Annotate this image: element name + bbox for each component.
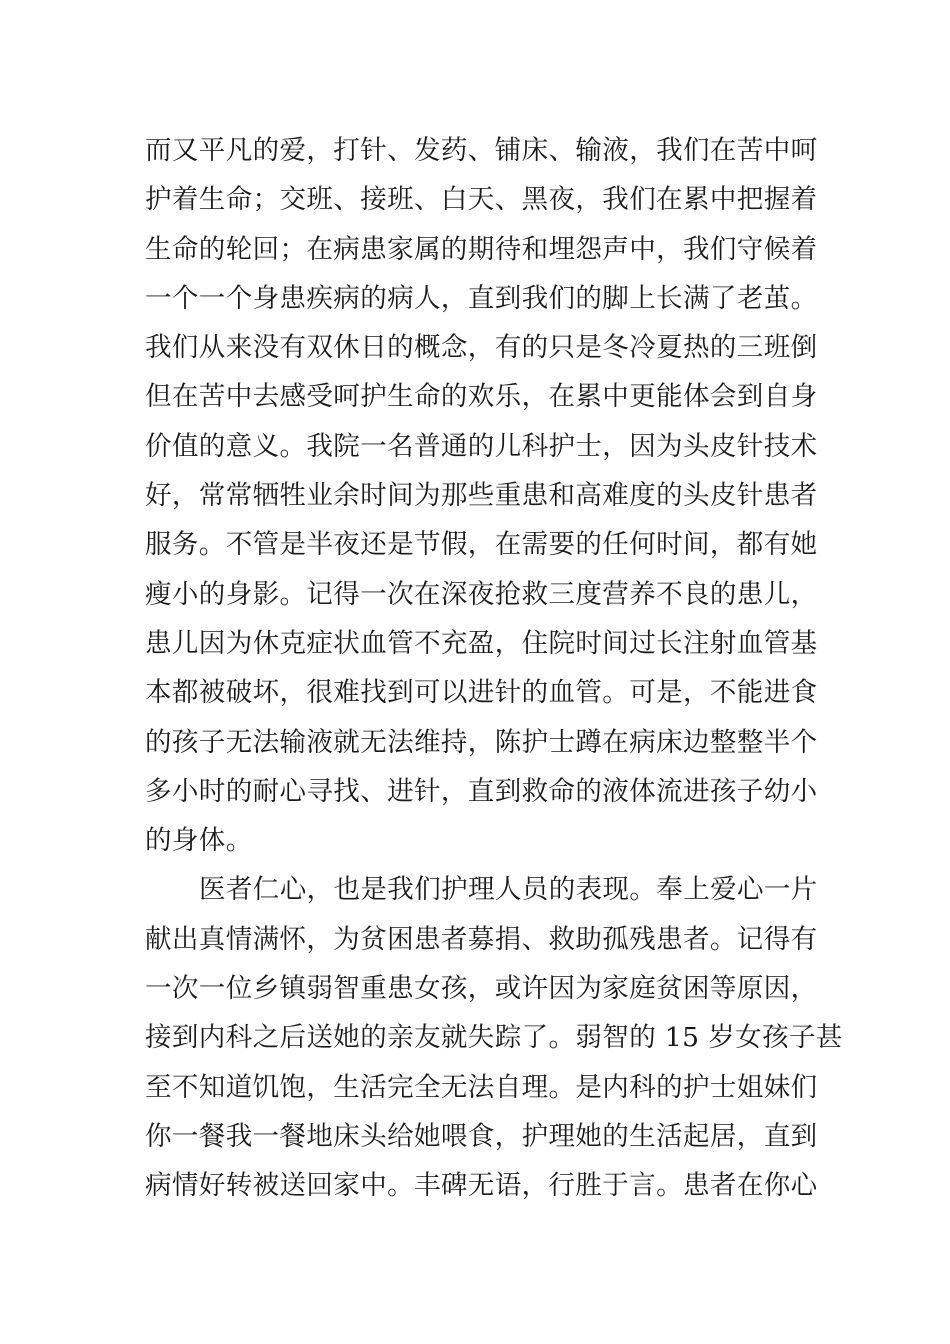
text-line: 的身体。 (145, 825, 253, 857)
text-line: 服务。不管是半夜还是节假，在需要的任何时间，都有她 (145, 529, 818, 561)
text-line: 但在苦中去感受呵护生命的欢乐，在累中更能体会到自身 (145, 381, 818, 413)
text-line: 本都被破坏，很难找到可以进针的血管。可是，不能进食 (145, 677, 818, 709)
text-line: 一个一个身患疾病的病人，直到我们的脚上长满了老茧。 (145, 282, 818, 314)
text-line: 护着生命；交班、接班、白天、黑夜，我们在累中把握着 (145, 184, 818, 216)
text-line: 的孩子无法输液就无法维持，陈护士蹲在病床边整整半个 (145, 726, 818, 758)
text-line: 好，常常牺牲业余时间为那些重患和高难度的头皮针患者 (145, 480, 818, 512)
text-line: 献出真情满怀，为贫困患者募捐、救助孤残患者。记得有 (145, 923, 818, 955)
text-line: 瘦小的身影。记得一次在深夜抢救三度营养不良的患儿， (145, 578, 818, 610)
text-line: 患儿因为休克症状血管不充盈，住院时间过长注射血管基 (145, 627, 818, 659)
paragraph-2 (145, 865, 843, 1210)
text-line: 至不知道饥饱，生活完全无法自理。是内科的护士姐妹们 (145, 1071, 818, 1103)
text-line: 病情好转被送回家中。丰碑无语，行胜于言。患者在你心 (145, 1170, 818, 1202)
text-line: 生命的轮回；在病患家属的期待和埋怨声中，我们守候着 (145, 233, 818, 265)
text-line: 价值的意义。我院一名普通的儿科护士，因为头皮针技术 (145, 430, 818, 462)
text-line: 而又平凡的爱，打针、发药、铺床、输液，我们在苦中呵 (145, 135, 818, 166)
text-line: 一次一位乡镇弱智重患女孩，或许因为家庭贫困等原因， (145, 973, 818, 1005)
text-line: 接到内科之后送她的亲友就失踪了。弱智的 15 岁女孩子甚 (145, 1022, 843, 1054)
text-line: 我们从来没有双休日的概念，有的只是冬冷夏热的三班倒 (145, 332, 818, 364)
paragraph-1 (145, 126, 818, 865)
document-body (145, 126, 843, 1211)
text-line: 你一餐我一餐地床头给她喂食，护理她的生活起居，直到 (145, 1120, 818, 1152)
text-line: 医者仁心，也是我们护理人员的表现。奉上爱心一片 (199, 874, 818, 906)
text-line: 多小时的耐心寻找、进针，直到救命的液体流进孩子幼小 (145, 775, 818, 807)
